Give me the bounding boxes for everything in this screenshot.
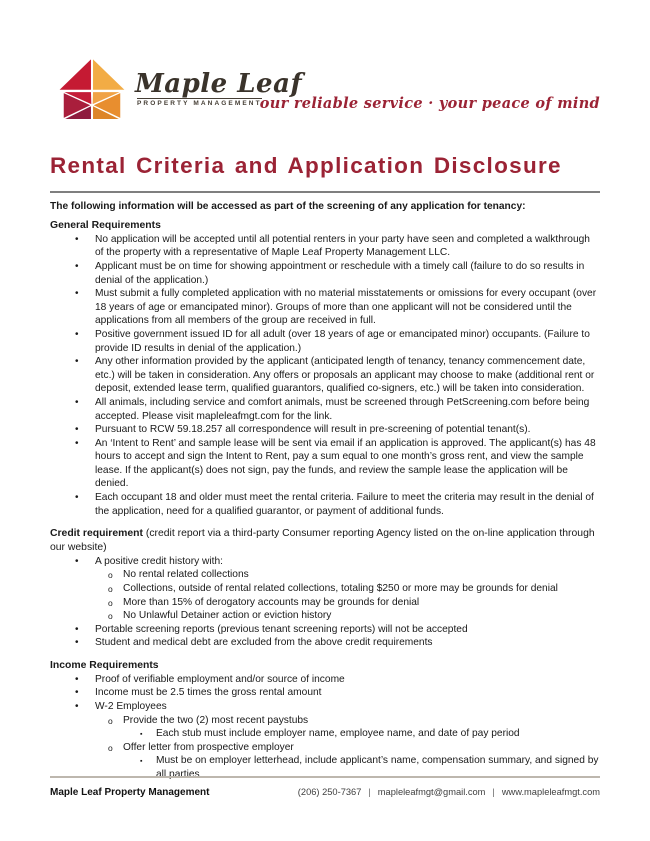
bullet-circle-icon: o [108,611,113,622]
section-heading: General Requirements [50,220,161,231]
list-item-text: A positive credit history with: [95,555,223,567]
list-item-text: Income must be 2.5 times the gross rental amount [95,687,322,699]
list-item-text: Must submit a fully completed application with no material misstatements or omissions for every occupant (over 18 years of age or emancipated minor). Groups of more than one applicant will not be considered until the applications from all members of the group are received in full. [95,288,597,327]
bullet-square-icon: ▪ [140,757,143,765]
logo-subtext: PROPERTY MANAGEMENT [137,100,262,107]
list-item-text: Proof of verifiable employment and/or source of income [95,673,345,685]
list-item [50,582,600,596]
bullet-disc-icon: • [75,555,79,567]
list-item-text: Applicant must be on time for showing appointment or reschedule with a timely call (failure to do so results in denial of the application.) [95,260,585,286]
logo-name-text: Maple Leaf [135,69,303,99]
list-item [50,596,600,610]
list-item [50,673,600,687]
list-item [50,609,600,623]
footer-email: mapleleafmgt@gmail.com [377,787,486,797]
list-item-text: More than 15% of derogatory accounts may be grounds for denial [123,596,420,608]
list-item [50,686,600,700]
footer-phone: (206) 250-7367 [297,787,362,797]
section [50,527,600,650]
bullet-disc-icon: • [75,260,79,272]
list-item [50,491,600,518]
intro-text: The following information will be accessed as part of the screening of any application for tenancy: [50,201,526,212]
list-item-text: No application will be accepted until all potential renters in your party have seen and completed a walkthrough of the property with a representative of Maple Leaf Property Management LLC. [95,233,590,259]
list-item-text: Portable screening reports (previous tenant screening reports) will not be accepted [95,623,468,635]
bullet-disc-icon: • [75,328,79,340]
list-item-text: Positive government issued ID for all adult (over 18 years of age or emancipated minor) occupants. (Failure to provide ID results in denial of the application.) [95,328,590,354]
bullet-disc-icon: • [75,492,79,504]
section-heading: Income Requirements [50,660,159,672]
bullet-disc-icon: • [75,623,79,635]
list-item [50,396,600,423]
footer-website: www.mapleleafmgt.com [501,787,600,797]
bullet-circle-icon: o [108,715,113,726]
section [50,659,600,782]
title-rule [50,191,600,193]
list-item [50,727,600,741]
list-item-text: All animals, including service and comfort animals, must be screened through PetScreening.com before being accepted. Please visit mapleleafmgt.com for the link. [95,396,590,422]
bullet-circle-icon: o [108,570,113,581]
document-sections [50,219,600,782]
list-item [50,437,600,491]
bullet-disc-icon: • [75,437,79,449]
footer-contact [298,787,600,797]
bullet-circle-icon: o [108,584,113,595]
list-item [50,623,600,637]
bullet-disc-icon: • [75,637,79,649]
bullet-disc-icon: • [75,701,79,712]
list-item [50,555,600,569]
list-item [50,741,600,755]
bullet-disc-icon: • [75,356,79,368]
section [50,219,600,518]
list-item [50,328,600,355]
footer [50,776,600,798]
list-item-text: Any other information provided by the applicant (anticipated length of tenancy, tenancy commencement date, etc.) will be taken in consideration. Any offers or proposals an applicant may choose to make (additional rent or deposit, extended lease term, qualified guarantors, qualified co-signers, etc.) will be taken into consideration. [95,356,595,395]
list-item [50,260,600,287]
house-icon [55,58,129,120]
list-item-text: No Unlawful Detainer action or eviction history [123,610,332,622]
bullet-disc-icon: • [75,687,79,699]
list-item-text: Provide the two (2) most recent paystubs [123,714,309,726]
list-item-text: Each occupant 18 and older must meet the rental criteria. Failure to meet the criteria may result in the denial of the application, need for a qualified guarantor, or payment of additional funds. [95,492,594,517]
list-item [50,287,600,328]
bullet-square-icon: ▪ [140,730,143,738]
list-item [50,636,600,650]
list-item [50,233,600,260]
list-item-text: W-2 Employees [95,701,167,712]
list-item [50,355,600,396]
footer-separator: | [368,787,371,797]
list-item-text: Offer letter from prospective employer [123,741,294,753]
list-item-text: Each stub must include employer name, employee name, and date of pay period [156,728,520,740]
bullet-disc-icon: • [75,233,79,245]
bullet-disc-icon: • [75,288,79,300]
bullet-disc-icon: • [75,396,79,408]
list-item-text: No rental related collections [123,569,249,581]
footer-separator: | [492,787,495,797]
list-item-text: An ‘Intent to Rent’ and sample lease will be sent via email if an application is approved. The applicant(s) has 48 hours to accept and sign the Intent to Rent, pay a sum equal to one month’s gross rent, and view the sample lease. If the applicant(s) does not sign, pay the funds, and review the sample lease the application will be denied. [95,437,596,490]
list-item [50,423,600,437]
list-item [50,568,600,582]
bullet-disc-icon: • [75,673,79,685]
list-item [50,700,600,714]
list-item-text: Student and medical debt are excluded from the above credit requirements [95,637,433,649]
footer-company: Maple Leaf Property Management [50,787,210,798]
bullet-circle-icon: o [108,742,113,753]
tagline: our reliable service · your peace of mind [259,95,600,112]
list-item-text: Collections, outside of rental related collections, totaling $250 or more may be grounds for denial [123,583,558,595]
header [50,58,600,120]
bullet-circle-icon: o [108,597,113,608]
list-item [50,714,600,728]
bullet-disc-icon: • [75,424,79,436]
list-item-text: Must be on employer letterhead, include applicant’s name, compensation summary, and signed by all parties [156,755,599,780]
section-heading: Credit requirement (credit report via a third-party Consumer reporting Agency listed on the on-line application through our website) [50,528,595,554]
list-item-text: Pursuant to RCW 59.18.257 all correspondence will result in pre-screening of potential tenant(s). [95,424,531,436]
page-title: Rental Criteria and Application Disclosure [50,153,562,178]
